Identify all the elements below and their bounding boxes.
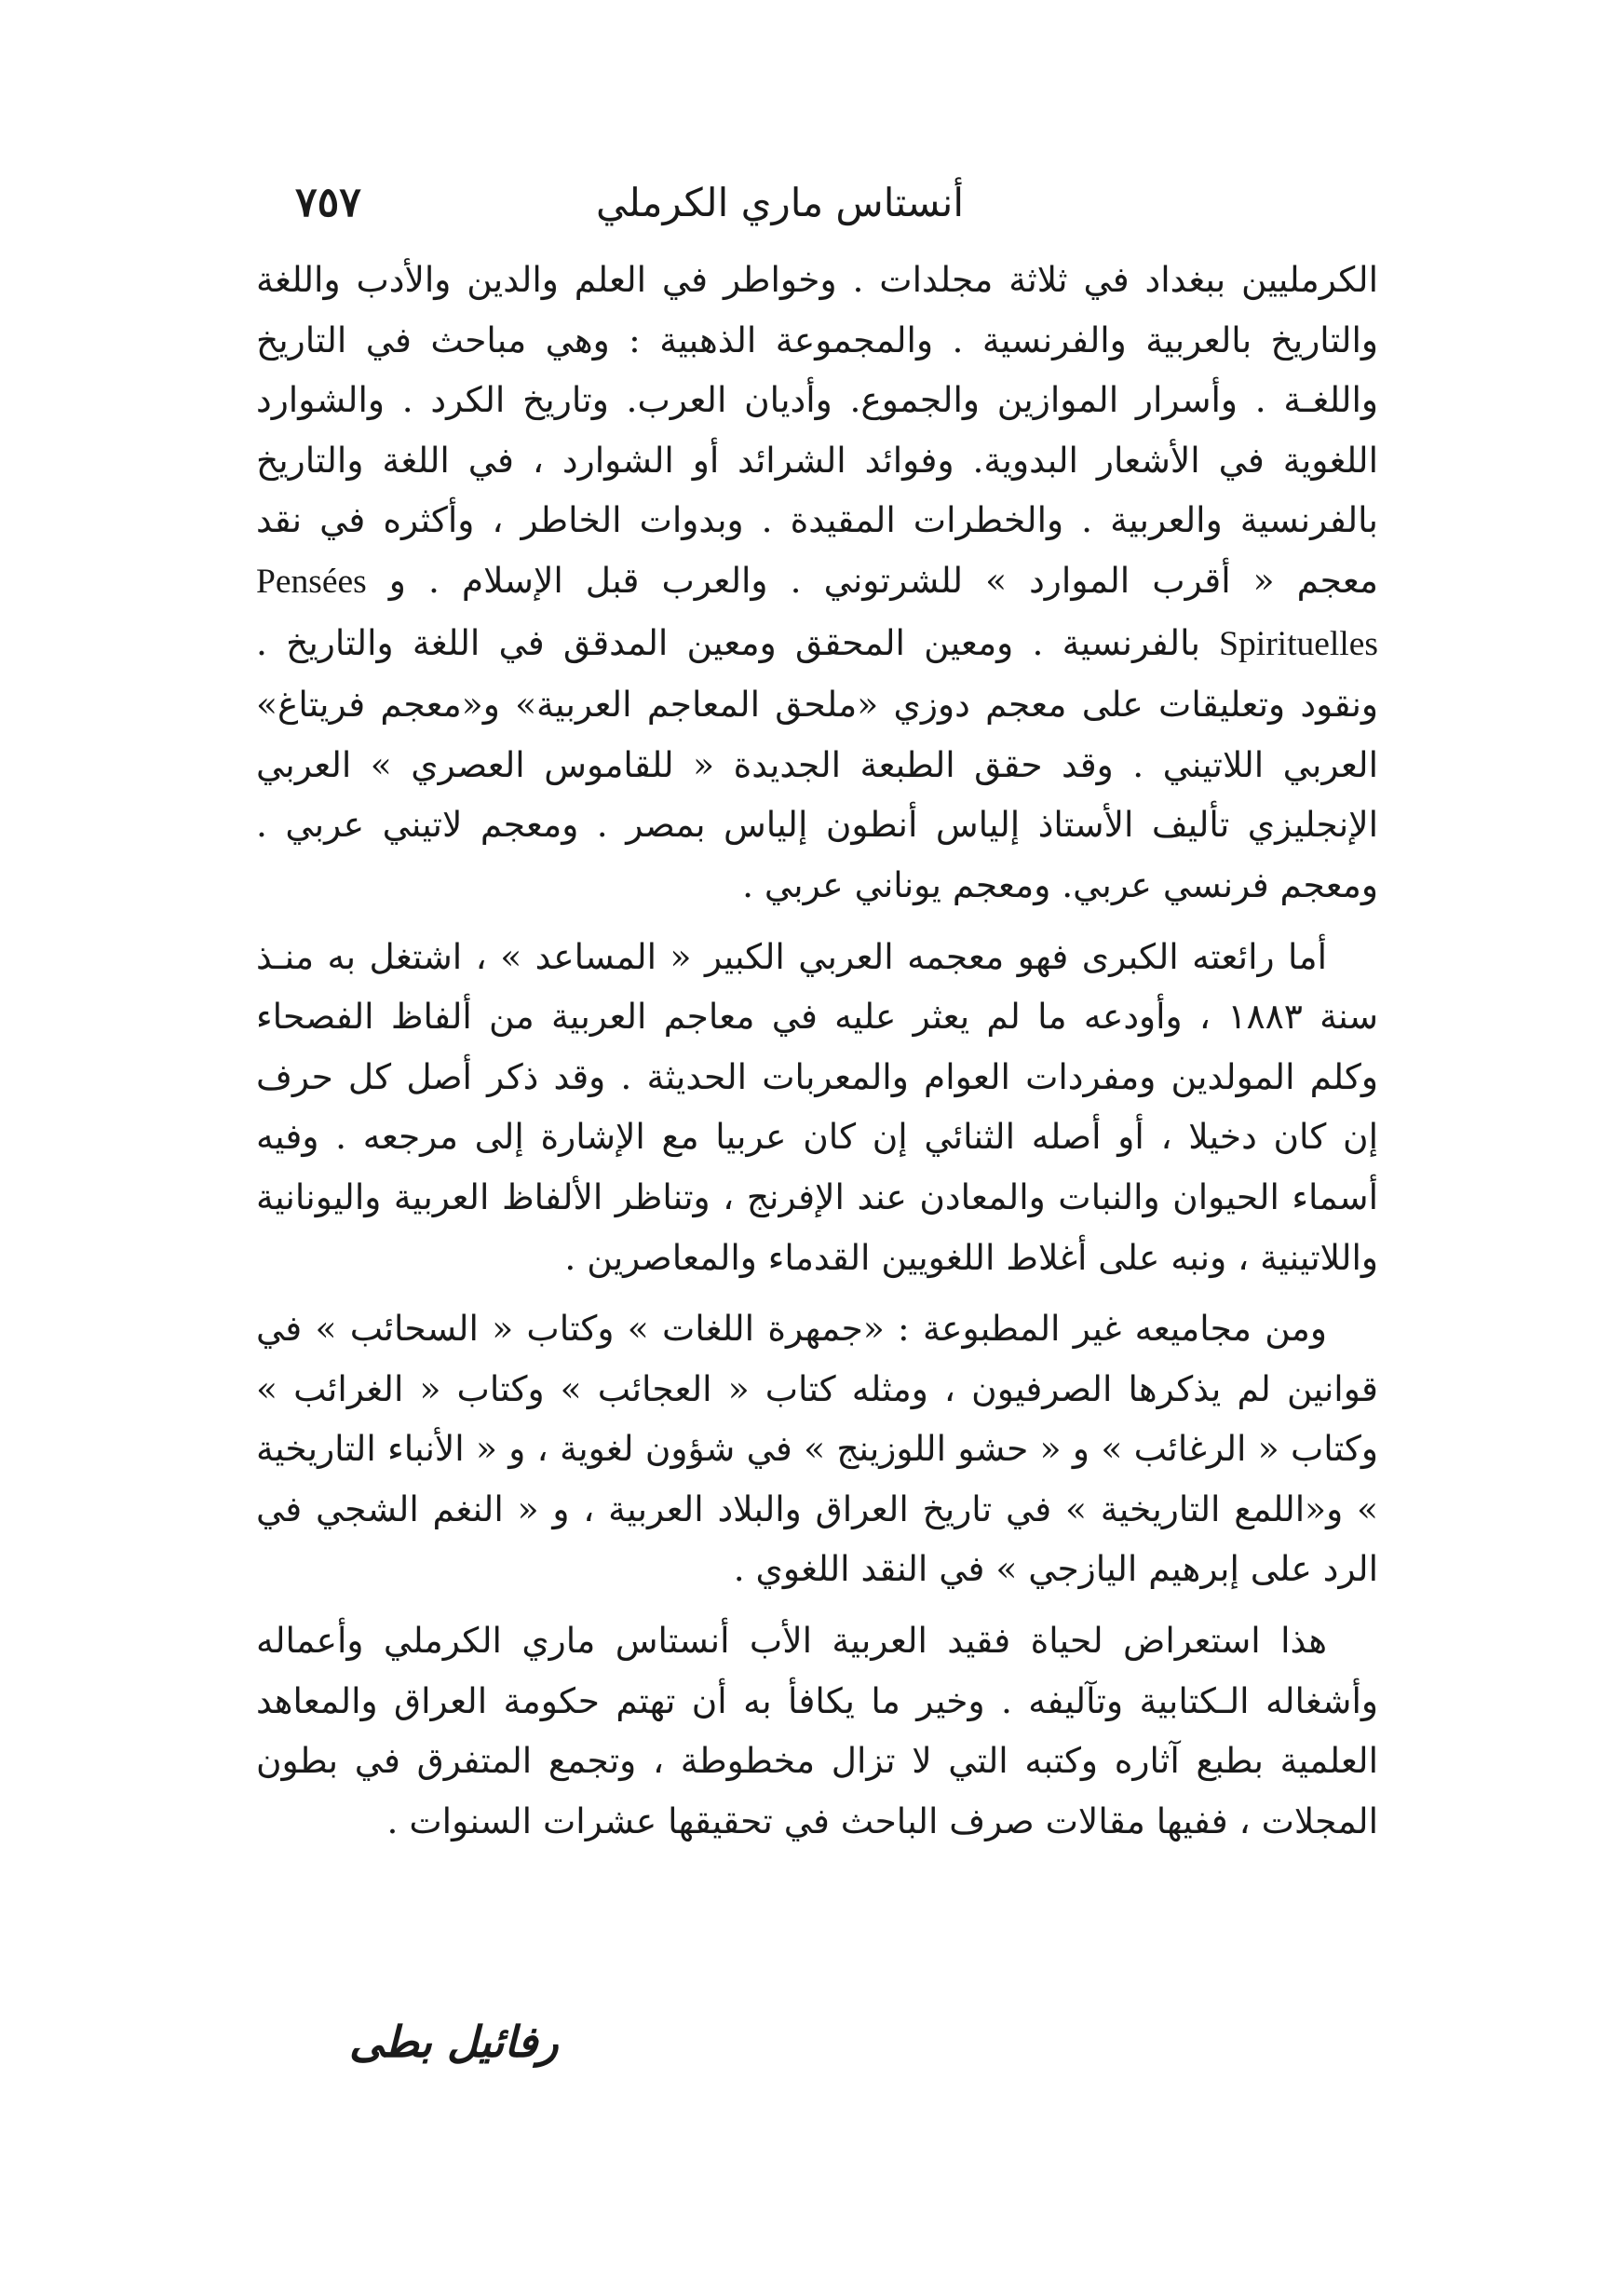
latin-title: Pensées Spirituelles xyxy=(256,562,1378,663)
paragraph-text: بالفرنسية . ومعين المحقق ومعين المدقق في اللغة والتاريخ . ونقود وتعليقات على معجم دوزي «ملحق المعاجم العربية» و«معجم فريتاغ» العربي اللاتيني . وقد حقق الطبعة الجديدة « للقاموس العصري » العربي الإنجليزي تأليف الأستاذ إلياس أنطون إلياس بمصر . ومعجم لاتيني عربي . ومعجم فرنسي عربي. ومعجم يوناني عربي . xyxy=(256,621,1378,905)
body-text xyxy=(256,250,1378,1851)
paragraph-masterpiece: أما رائعته الكبرى فهو معجمه العربي الكبير « المساعد » ، اشتغل به منـذ سنة ١٨٨٣ ، وأودعه ما لم يعثر عليه في معاجم العربية من ألفاظ الفصحاء وكلم المولدين ومفردات العوام والمعربات الحديثة . وقد ذكر أصل كل حرف إن كان دخيلا ، أو أصله الثنائي إن كان عربيا مع الإشارة إلى مرجعه . وفيه أسماء الحيوان والنبات والمعادن عند الإفرنج ، وتناظر الألفاظ العربية واليونانية واللاتينية ، ونبه على أغلاط اللغويين القدماء والمعاصرين . xyxy=(256,935,1378,1278)
author-signature: رفائيل بطى xyxy=(349,2017,559,2067)
paragraph-works-list xyxy=(256,250,1378,916)
running-title: أنستاس ماري الكرملي xyxy=(596,180,964,225)
paragraph-text: الكرمليين ببغداد في ثلاثة مجلدات . وخواطر في العلم والدين والأدب واللغة والتاريخ بالعربية والفرنسية . والمجموعة الذهبية : وهي مباحث في التاريخ واللغـة . وأسرار الموازين والجموع. وأديان العرب. وتاريخ الكرد . والشوارد اللغوية في الأشعار البدوية. وفوائد الشرائد أو الشوارد ، في اللغة والتاريخ بالفرنسية والعربية . والخطرات المقيدة . وبدوات الخاطر ، وأكثره في نقد معجم « أقرب الموارد » للشرتوني . والعرب قبل الإسلام . و xyxy=(256,259,1379,601)
page-header xyxy=(256,175,1378,231)
paragraph-unpublished: ومن مجاميعه غير المطبوعة : «جمهرة اللغات » وكتاب « السحائب » في قوانين لم يذكرها الصرفيون ، ومثله كتاب « العجائب » وكتاب « الغرائب » وكتاب « الرغائب » و « حشو اللوزينج » في شؤون لغوية ، و « الأنباء التاريخية » و«اللمع التاريخية » في تاريخ العراق والبلاد العربية ، و « النغم الشجي في الرد على إبرهيم اليازجي » في النقد اللغوي . xyxy=(256,1308,1378,1590)
page-number: ٧٥٧ xyxy=(295,179,361,226)
paragraph-conclusion: هذا استعراض لحياة فقيد العربية الأب أنستاس ماري الكرملي وأعماله وأشغاله الـكتابية وتآليفه . وخير ما يكافأ به أن تهتم حكومة العراق والمعاهد العلمية بطبع آثاره وكتبه التي لا تزال مخطوطة ، وتجمع المتفرق في بطون المجلات ، ففيها مقالات صرف الباحث في تحقيقها عشرات السنوات . xyxy=(256,1620,1378,1841)
